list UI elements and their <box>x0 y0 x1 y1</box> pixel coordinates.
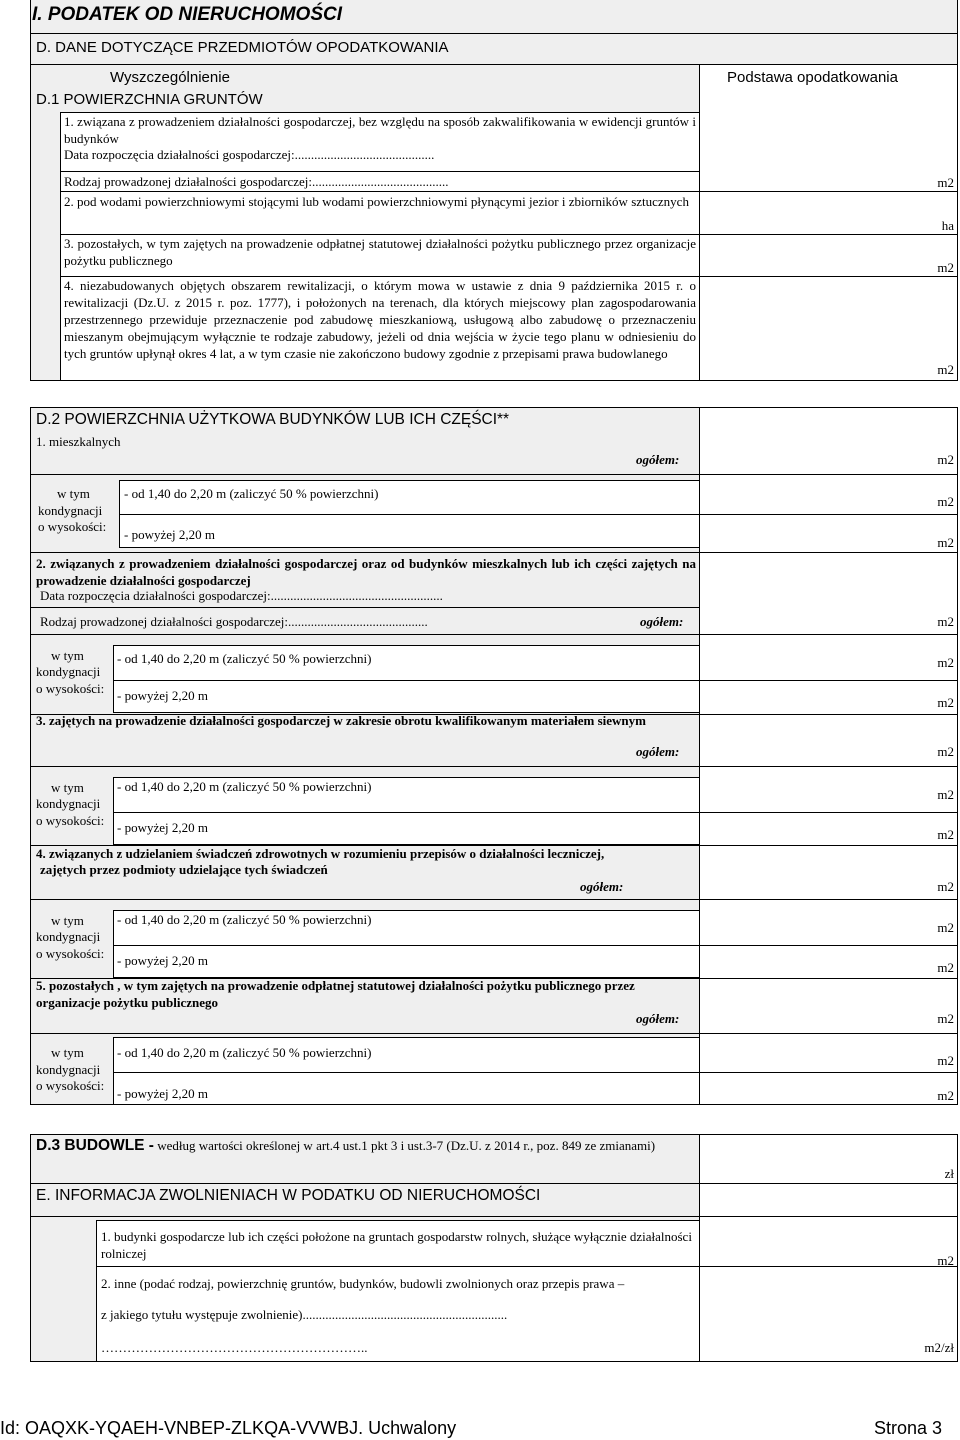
d1-base-column <box>699 64 958 381</box>
d2-item3-wtym: w tym <box>51 780 84 795</box>
section-e-divider <box>96 1266 958 1267</box>
d1-item1-kind: Rodzaj prowadzonej działalności gospodarczej:.......................................... <box>64 174 449 189</box>
d2-item2-date-divider <box>30 607 700 608</box>
d2-title: D.2 POWIERZCHNIA UŻYTKOWA BUDYNKÓW LUB ICH CZĘŚCI** <box>36 411 510 428</box>
d2-item5-low-unit: m2 <box>937 1053 954 1068</box>
d2-item4-low-unit: m2 <box>937 920 954 935</box>
section-e-unit-column <box>699 1216 958 1362</box>
d2-item5-low: - od 1,40 do 2,20 m (zaliczyć 50 % powierzchni) <box>117 1045 372 1060</box>
d1-item3-text: 3. pozostałych, w tym zajętych na prowadzenie odpłatnej statutowej działalności pożytku publicznego przez organizacje pożytku publicznego <box>64 236 696 268</box>
d3-title-bold: D.3 BUDOWLE - <box>36 1137 154 1154</box>
d2-item2-total-unit: m2 <box>937 614 954 629</box>
d1-item1-text: 1. związana z prowadzeniem działalności gospodarczej, bez względu na sposób zakwalifikowania w ewidencji gruntów i budynków <box>64 114 696 146</box>
d2-item5-total-label: ogółem: <box>636 1011 680 1026</box>
d2-item2-owys: o wysokości: <box>36 681 105 696</box>
d3-title <box>36 1136 696 1155</box>
d2-item4-total-label: ogółem: <box>580 879 624 894</box>
section-e-title: E. INFORMACJA ZWOLNIENIACH W PODATKU OD NIERUCHOMOŚCI <box>36 1187 541 1204</box>
d1-divider-2 <box>60 191 958 192</box>
footer-page: Strona 3 <box>873 1418 942 1438</box>
d2-item2-high: - powyżej 2,20 m <box>117 688 208 703</box>
d2-item4-high-unit: m2 <box>937 960 954 975</box>
d2-item2-divider <box>30 634 958 635</box>
d2-item5-high: - powyżej 2,20 m <box>117 1086 208 1101</box>
d2-item5-total-unit: m2 <box>937 1011 954 1026</box>
d1-item2-unit: ha <box>941 218 954 233</box>
d2-item3-total-label: ogółem: <box>636 744 680 759</box>
section-e-item2-line2: z jakiego tytułu występuje zwolnienie)............................................................... <box>101 1307 508 1322</box>
d2-item2-title: 2. związanych z prowadzeniem działalności gospodarczej oraz od budynków mieszkalnych lub ich części zajętych na prowadzenie działalności gospodarczej <box>36 556 696 588</box>
d2-item3-divider <box>30 766 958 767</box>
d2-item3-low: - od 1,40 do 2,20 m (zaliczyć 50 % powierzchni) <box>117 779 372 794</box>
d2-item4-height-mid <box>113 945 958 946</box>
d2-item4-kond: kondygnacji <box>36 929 101 944</box>
d2-divider-1 <box>30 552 958 553</box>
d2-item2-high-unit: m2 <box>937 695 954 710</box>
d2-item2-kond: kondygnacji <box>36 664 101 679</box>
d2-item1-owys: o wysokości: <box>38 519 107 534</box>
d2-item1-total-label: ogółem: <box>636 452 680 467</box>
d2-item4-title-2: zajętych przez podmioty udzielające tych świadczeń <box>40 862 328 877</box>
section-e-header-unit <box>699 1183 958 1217</box>
column-header-base: Podstawa opodatkowania <box>727 69 898 86</box>
d2-item1-divider <box>30 474 958 475</box>
d2-item3-title: 3. zajętych na prowadzenie działalności gospodarczej w zakresie obrotu kwalifikowanym materiałem siewnym <box>36 713 646 728</box>
d3-unit: zł <box>944 1166 954 1181</box>
d2-item1-high-unit: m2 <box>937 535 954 550</box>
d2-item5-kond: kondygnacji <box>36 1062 101 1077</box>
footer-id: Id: OAQXK-YQAEH-VNBEP-ZLKQA-VVWBJ. Uchwalony <box>0 1418 457 1438</box>
d2-item2-low: - od 1,40 do 2,20 m (zaliczyć 50 % powierzchni) <box>117 651 372 666</box>
d2-item1-high: - powyżej 2,20 m <box>124 527 215 542</box>
d2-item5-title: 5. pozostałych , w tym zajętych na prowadzenie odpłatnej statutowej działalności pożytku publicznego przez organizacje pożytku publicznego <box>36 978 635 1010</box>
d2-item1-height-mid <box>119 514 958 515</box>
section-e-item2-line1: 2. inne (podać rodzaj, powierzchnię gruntów, budynków, budowli zwolnionych oraz przepis prawa – <box>101 1276 625 1291</box>
d2-item5-height-mid <box>113 1072 958 1073</box>
d2-item3-high-unit: m2 <box>937 827 954 842</box>
d2-item4-owys: o wysokości: <box>36 946 105 961</box>
d1-item1-unit: m2 <box>937 175 954 190</box>
d2-item3-height-mid <box>113 812 958 813</box>
d3-title-rest: według wartości określonej w art.4 ust.1 pkt 3 i ust.3-7 (Dz.U. z 2014 r., poz. 849 ze zmianami) <box>153 1138 656 1153</box>
d2-item5-high-unit: m2 <box>937 1088 954 1103</box>
d2-item2-height-mid <box>113 680 958 681</box>
d2-item3-total-unit: m2 <box>937 744 954 759</box>
d2-item2-date: Data rozpoczęcia działalności gospodarczej:..................................................... <box>40 588 443 603</box>
section-e-item1-unit: m2 <box>937 1253 954 1268</box>
d2-item1-kond: kondygnacji <box>38 503 103 518</box>
d1-title: D.1 POWIERZCHNIA GRUNTÓW <box>36 91 263 108</box>
d2-unit-column <box>699 407 958 1105</box>
d2-item5-wtym: w tym <box>51 1045 84 1060</box>
section-e-item2-unit: m2/zł <box>924 1340 954 1355</box>
d2-item2-wtym: w tym <box>51 648 84 663</box>
d2-item3-kond: kondygnacji <box>36 796 101 811</box>
d2-item2-total-label: ogółem: <box>640 614 684 629</box>
section-d-title: D. DANE DOTYCZĄCE PRZEDMIOTÓW OPODATKOWANIA <box>36 39 449 56</box>
column-header-spec: Wyszczególnienie <box>110 69 230 86</box>
d1-item4-unit: m2 <box>937 362 954 377</box>
d2-item4-total-unit: m2 <box>937 879 954 894</box>
d2-item5-owys: o wysokości: <box>36 1078 105 1093</box>
d1-item2-text: 2. pod wodami powierzchniowymi stojącymi lub wodami powierzchniowymi płynącymi jezior i zbiorników sztucznych <box>64 194 689 209</box>
d2-item3-owys: o wysokości: <box>36 813 105 828</box>
section-title: I. PODATEK OD NIERUCHOMOŚCI <box>32 4 342 25</box>
d2-item1-low-unit: m2 <box>937 494 954 509</box>
d2-item4-title-1: 4. związanych z udzielaniem świadczeń zdrowotnych w rozumieniu przepisów o działalności leczniczej, <box>36 846 605 861</box>
d2-item3-low-unit: m2 <box>937 787 954 802</box>
d2-item5-divider <box>30 1033 958 1034</box>
d2-item2-kind: Rodzaj prowadzonej działalności gospodarczej:........................................... <box>40 614 428 629</box>
d2-item1-wtym: w tym <box>57 486 90 501</box>
d2-item4-high: - powyżej 2,20 m <box>117 953 208 968</box>
d3-unit-column <box>699 1134 958 1184</box>
d2-item1-title: 1. mieszkalnych <box>36 434 121 449</box>
d1-divider-1 <box>60 171 700 172</box>
d1-item1-date: Data rozpoczęcia działalności gospodarczej:........................................... <box>64 147 435 162</box>
d2-item3-high: - powyżej 2,20 m <box>117 820 208 835</box>
section-e-item1: 1. budynki gospodarcze lub ich części położone na gruntach gospodarstw rolnych, służące wyłącznie działalności rolniczej <box>101 1229 692 1261</box>
d2-item4-low: - od 1,40 do 2,20 m (zaliczyć 50 % powierzchni) <box>117 912 372 927</box>
d2-item1-low: - od 1,40 do 2,20 m (zaliczyć 50 % powierzchni) <box>124 486 379 501</box>
d1-item3-unit: m2 <box>937 260 954 275</box>
d1-item4-text: 4. niezabudowanych objętych obszarem rewitalizacji, o którym mowa w ustawie z dnia 9 października 2015 r. o rewitalizacji (Dz.U. z 2015 r. poz. 1777), i położonych na terenach, dla których miejscowy plan zagospodarowania przestrzennego przewiduje przeznaczenie pod zabudowę mieszkaniową, usługową albo zabudowę o przeznaczeniu mieszanym obejmującym wyłącznie te rodzaje zabudowy, jeżeli od dnia wejścia w życie tego planu w odniesieniu do tych gruntów upłynął okres 4 lat, a w tym czasie nie zakończono budowy zgodnie z przepisami prawa budowlanego <box>64 278 696 361</box>
d2-item1-total-unit: m2 <box>937 452 954 467</box>
d2-item2-low-unit: m2 <box>937 655 954 670</box>
d2-item4-divider <box>30 899 958 900</box>
section-e-item2-line3: …………………………………………………….. <box>101 1340 368 1355</box>
d2-item4-wtym: w tym <box>51 913 84 928</box>
